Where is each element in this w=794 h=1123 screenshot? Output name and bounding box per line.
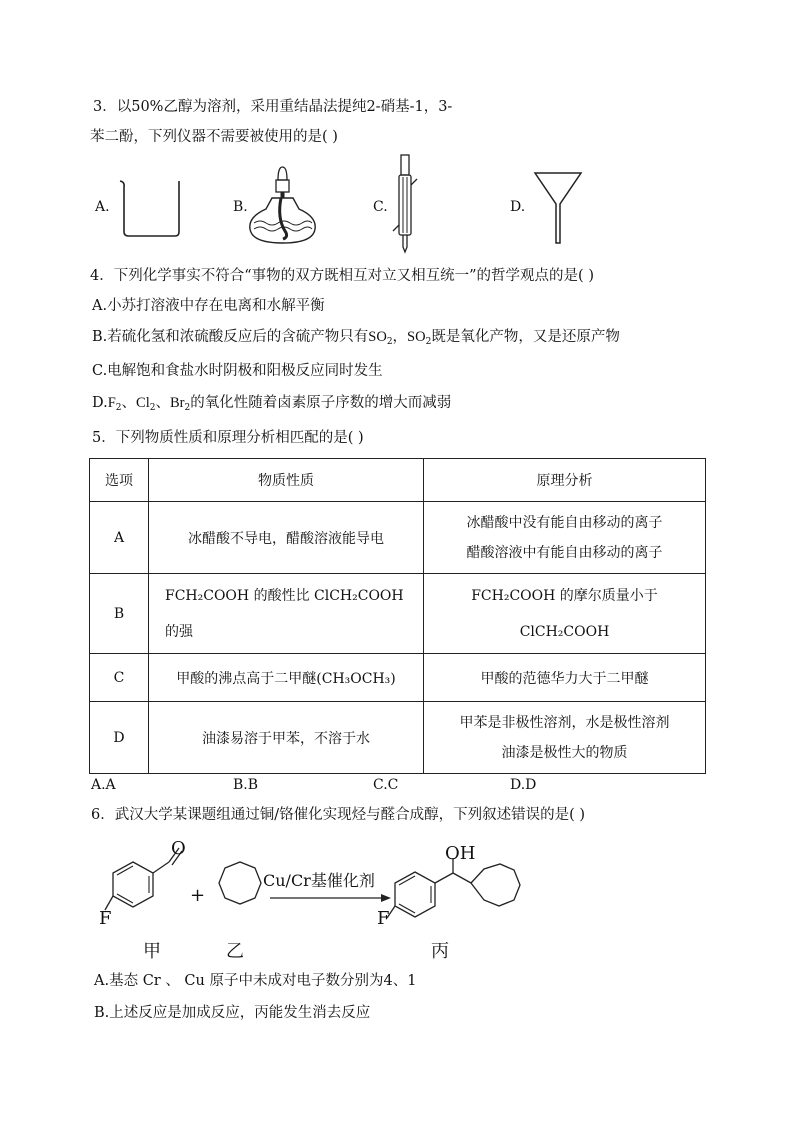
q4-option-a: A.小苏打溶液中存在电离和水解平衡: [92, 298, 325, 314]
row-property: 冰醋酸不导电，醋酸溶液能导电: [149, 502, 424, 574]
q4-stem: 4．下列化学事实不符合“事物的双方既相互对立又相互统一”的哲学观点的是( ): [90, 268, 594, 284]
q5-stem: 5．下列物质性质和原理分析相匹配的是( ): [92, 430, 364, 446]
row-property: FCH₂COOH 的酸性比 ClCH₂COOH 的强: [149, 574, 424, 654]
molecule-bing: [387, 858, 520, 918]
q4-option-d: $D.F_2$、$Cl_2$、$Br_2$的氧化性随着卤素原子序数的增大而减弱: [92, 395, 452, 413]
q5-answer-d: D.D: [510, 777, 537, 793]
row-reason: 甲酸的范德华力大于二甲醚: [424, 654, 706, 702]
q6-option-a: A.基态 Cr 、 Cu 原子中未成对电子数分别为4、1: [94, 973, 417, 989]
q3-option-a-label: A.: [95, 199, 110, 215]
product-oh-label: OH: [445, 843, 476, 864]
table-row: [90, 574, 706, 654]
condenser-icon: [390, 153, 420, 255]
bing-f-label: F: [377, 908, 390, 929]
table-header-row: [90, 459, 706, 502]
row-property: 甲酸的沸点高于二甲醚(CH₃OCH₃): [149, 654, 424, 702]
table-row: [90, 702, 706, 774]
q6-option-b: B.上述反应是加成反应，丙能发生消去反应: [94, 1005, 371, 1021]
q3-option-d-label: D.: [510, 199, 526, 215]
alcohol-lamp-icon: [245, 163, 320, 245]
name-jia: 甲: [143, 941, 161, 962]
row-option: A: [90, 502, 149, 574]
q5-answer-b: B.B: [233, 777, 259, 793]
jia-f-label: F: [99, 908, 112, 929]
q5-answer-a: A.A: [91, 777, 116, 793]
row-option: C: [90, 654, 149, 702]
q3-option-b-label: B.: [233, 199, 248, 215]
header-property: 物质性质: [149, 459, 424, 502]
header-option: 选项: [90, 459, 149, 502]
aldehyde-o-label: O: [171, 838, 186, 859]
q3-stem-line2: 苯二酚，下列仪器不需要被使用的是( ): [90, 129, 338, 145]
name-bing: 丙: [431, 941, 449, 962]
row-option: B: [90, 574, 149, 654]
q3-stem-line1: 3．以50%乙醇为溶剂，采用重结晶法提纯2-硝基-1，3-: [93, 99, 453, 115]
table-row: [90, 502, 706, 574]
properties-table: [89, 458, 706, 774]
q3-option-c-label: C.: [373, 199, 388, 215]
molecule-yi: [219, 862, 261, 904]
plus-sign: +: [190, 885, 206, 906]
q4-option-b: B.若硫化氢和浓硫酸反应后的含硫产物只有$SO_2$，$SO_2$既是氧化产物，又是还原产物: [92, 329, 620, 347]
row-property: 油漆易溶于甲苯，不溶于水: [149, 702, 424, 774]
row-reason: FCH₂COOH 的摩尔质量小于 ClCH₂COOH: [424, 574, 706, 654]
q4-option-c: C.电解饱和食盐水时阴极和阳极反应同时发生: [92, 363, 383, 379]
q6-stem: 6．武汉大学某课题组通过铜/铬催化实现烃与醛合成醇，下列叙述错误的是( ): [91, 807, 586, 823]
row-reason: 甲苯是非极性溶剂，水是极性溶剂 油漆是极性大的物质: [424, 702, 706, 774]
catalyst-label: Cu/Cr基催化剂: [263, 871, 375, 890]
row-reason: 冰醋酸中没有能自由移动的离子 醋酸溶液中有能自由移动的离子: [424, 502, 706, 574]
reaction-arrow-icon: [381, 894, 391, 902]
name-yi: 乙: [226, 941, 244, 962]
row-option: D: [90, 702, 149, 774]
header-reason: 原理分析: [424, 459, 706, 502]
funnel-icon: [533, 171, 583, 245]
q5-answer-c: C.C: [373, 777, 399, 793]
table-row: [90, 654, 706, 702]
beaker-icon: [115, 178, 185, 240]
